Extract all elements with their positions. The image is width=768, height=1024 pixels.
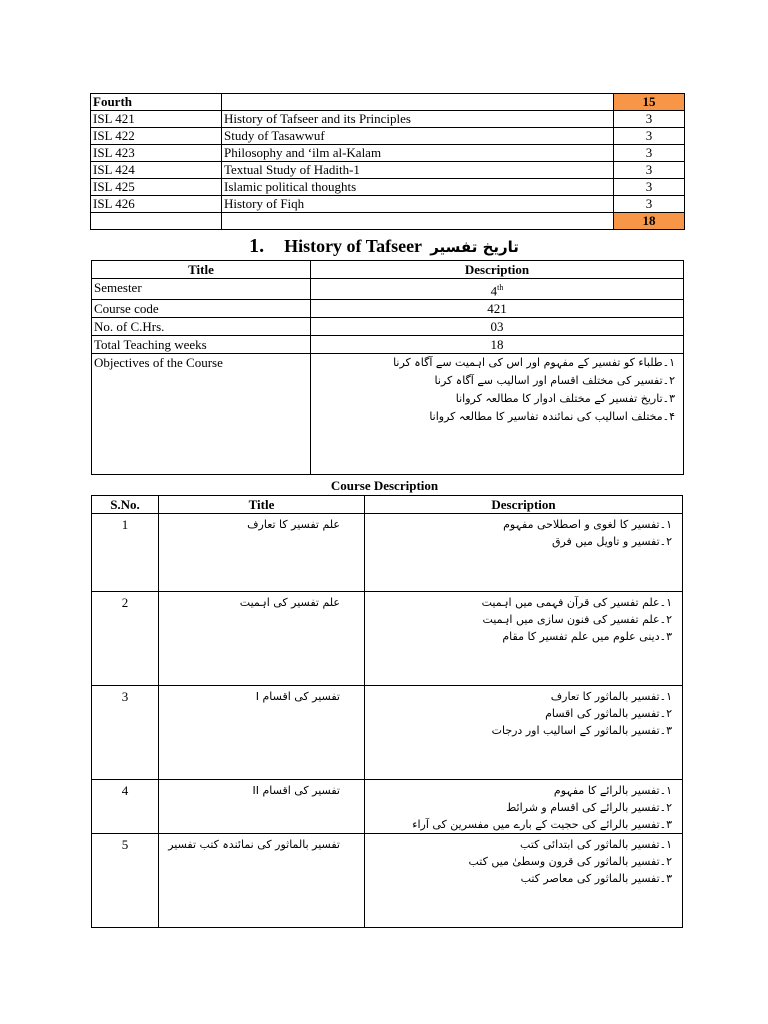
semester-total-row — [91, 213, 685, 230]
topic-title: تفسیر بالماثور کی نمائندہ کتب تفسیر — [159, 834, 365, 928]
topic-items — [365, 686, 683, 780]
topic-title: تفسیر کی اقسام I — [159, 686, 365, 780]
topic-item: ۲۔تفسیر و تاویل میں فرق — [551, 535, 672, 548]
semester-suffix: th — [497, 283, 504, 292]
info-row-weeks — [92, 336, 684, 354]
objective-item: ۲۔تفسیر کی مختلف اقسام اور اسالیب سے آگاہ کرنا — [434, 374, 675, 388]
credit-hours-label: No. of C.Hrs. — [92, 318, 311, 336]
course-row — [91, 145, 685, 162]
topic-item: ۱۔تفسیر بالماثور کا تعارف — [550, 690, 672, 703]
course-code-label: Course code — [92, 300, 311, 318]
semester-value-cell — [311, 279, 684, 300]
teaching-weeks-value: 18 — [311, 336, 684, 354]
topic-items — [365, 592, 683, 686]
course-heading-title: History of Tafseer — [284, 236, 422, 256]
course-code: ISL 421 — [91, 111, 222, 128]
course-title: History of Fiqh — [222, 196, 614, 213]
semester-courses-table — [90, 93, 685, 230]
course-code: ISL 423 — [91, 145, 222, 162]
course-description-table — [91, 495, 683, 928]
description-header-row — [92, 496, 683, 514]
topic-item: ۱۔تفسیر بالرائے کا مفہوم — [553, 784, 672, 797]
topic-items — [365, 514, 683, 592]
course-credits: 3 — [614, 128, 685, 145]
info-header-row — [92, 261, 684, 279]
semester-heading-total: 15 — [614, 94, 685, 111]
teaching-weeks-label: Total Teaching weeks — [92, 336, 311, 354]
course-heading-title-urdu: تاریخ تفسیر — [430, 238, 519, 256]
topic-item: ۱۔تفسیر کا لغوی و اصطلاحی مفہوم — [503, 518, 672, 531]
row-number: 4 — [92, 780, 159, 834]
topic-title: علم تفسیر کا تعارف — [159, 514, 365, 592]
objectives-label: Objectives of the Course — [92, 354, 311, 475]
course-heading-number: 1. — [249, 235, 265, 257]
row-number: 5 — [92, 834, 159, 928]
course-row — [91, 196, 685, 213]
topic-title: علم تفسیر کی اہمیت — [159, 592, 365, 686]
row-number: 2 — [92, 592, 159, 686]
course-title: Philosophy and ‘ilm al-Kalam — [222, 145, 614, 162]
course-heading — [0, 233, 768, 259]
description-row — [92, 592, 683, 686]
row-number: 3 — [92, 686, 159, 780]
course-credits: 3 — [614, 111, 685, 128]
info-col-description: Description — [311, 261, 684, 279]
topic-items — [365, 780, 683, 834]
course-title: History of Tafseer and its Principles — [222, 111, 614, 128]
topic-item: ۱۔علم تفسیر کی قرآن فہمی میں اہمیت — [481, 596, 672, 609]
objective-item: ۴۔مختلف اسالیب کی نمائندہ تفاسیر کا مطالعہ کروانا — [429, 410, 675, 424]
course-credits: 3 — [614, 145, 685, 162]
course-info-table — [91, 260, 684, 475]
semester-heading: Fourth — [91, 94, 222, 111]
course-code: ISL 422 — [91, 128, 222, 145]
info-row-semester — [92, 279, 684, 300]
topic-item: ۳۔تفسیر بالرائے کی حجیت کے بارے میں مفسرین کی آراء — [412, 818, 672, 831]
topic-title: تفسیر کی اقسام II — [159, 780, 365, 834]
topic-item: ۲۔علم تفسیر کی فنون سازی میں اہمیت — [482, 613, 672, 626]
info-row-code — [92, 300, 684, 318]
course-title: Study of Tasawwuf — [222, 128, 614, 145]
course-row — [91, 179, 685, 196]
course-code: ISL 426 — [91, 196, 222, 213]
topic-item: ۲۔تفسیر بالماثور کی اقسام — [545, 707, 672, 720]
topic-items — [365, 834, 683, 928]
course-code: ISL 425 — [91, 179, 222, 196]
description-row — [92, 834, 683, 928]
topic-item: ۲۔تفسیر بالرائے کی اقسام و شرائط — [506, 801, 672, 814]
course-title: Islamic political thoughts — [222, 179, 614, 196]
course-code-value: 421 — [311, 300, 684, 318]
semester-label: Semester — [92, 279, 311, 300]
row-number: 1 — [92, 514, 159, 592]
info-col-title: Title — [92, 261, 311, 279]
info-row-hours — [92, 318, 684, 336]
course-row — [91, 162, 685, 179]
course-description-heading: Course Description — [330, 478, 439, 493]
semester-value: 4 — [490, 283, 498, 299]
semester-heading-row — [91, 94, 685, 111]
course-credits: 3 — [614, 179, 685, 196]
objective-item: ۳۔تاریخ تفسیر کے مختلف ادوار کا مطالعہ کروانا — [455, 392, 675, 406]
credit-hours-value: 03 — [311, 318, 684, 336]
topic-item: ۳۔تفسیر بالماثور کے اسالیب اور درجات — [491, 724, 672, 737]
topic-item: ۳۔تفسیر بالماثور کی معاصر کتب — [520, 872, 672, 885]
col-sno: S.No. — [92, 496, 159, 514]
topic-item: ۲۔تفسیر بالماثور کی قرون وسطیٰ میں کتب — [468, 855, 672, 868]
course-row — [91, 128, 685, 145]
description-row — [92, 514, 683, 592]
course-credits: 3 — [614, 196, 685, 213]
semester-total: 18 — [614, 213, 685, 230]
col-description: Description — [365, 496, 683, 514]
objective-item: ۱۔طلباء کو تفسیر کے مفہوم اور اس کی اہمیت سے آگاہ کرنا — [393, 356, 675, 370]
topic-item: ۱۔تفسیر بالماثور کی ابتدائی کتب — [520, 838, 672, 851]
col-title: Title — [159, 496, 365, 514]
topic-item: ۳۔دینی علوم میں علم تفسیر کا مقام — [502, 630, 672, 643]
course-credits: 3 — [614, 162, 685, 179]
course-title: Textual Study of Hadith-1 — [222, 162, 614, 179]
description-row — [92, 780, 683, 834]
objectives-list — [311, 354, 684, 475]
description-row — [92, 686, 683, 780]
course-code: ISL 424 — [91, 162, 222, 179]
course-row — [91, 111, 685, 128]
info-row-objectives — [92, 354, 684, 475]
